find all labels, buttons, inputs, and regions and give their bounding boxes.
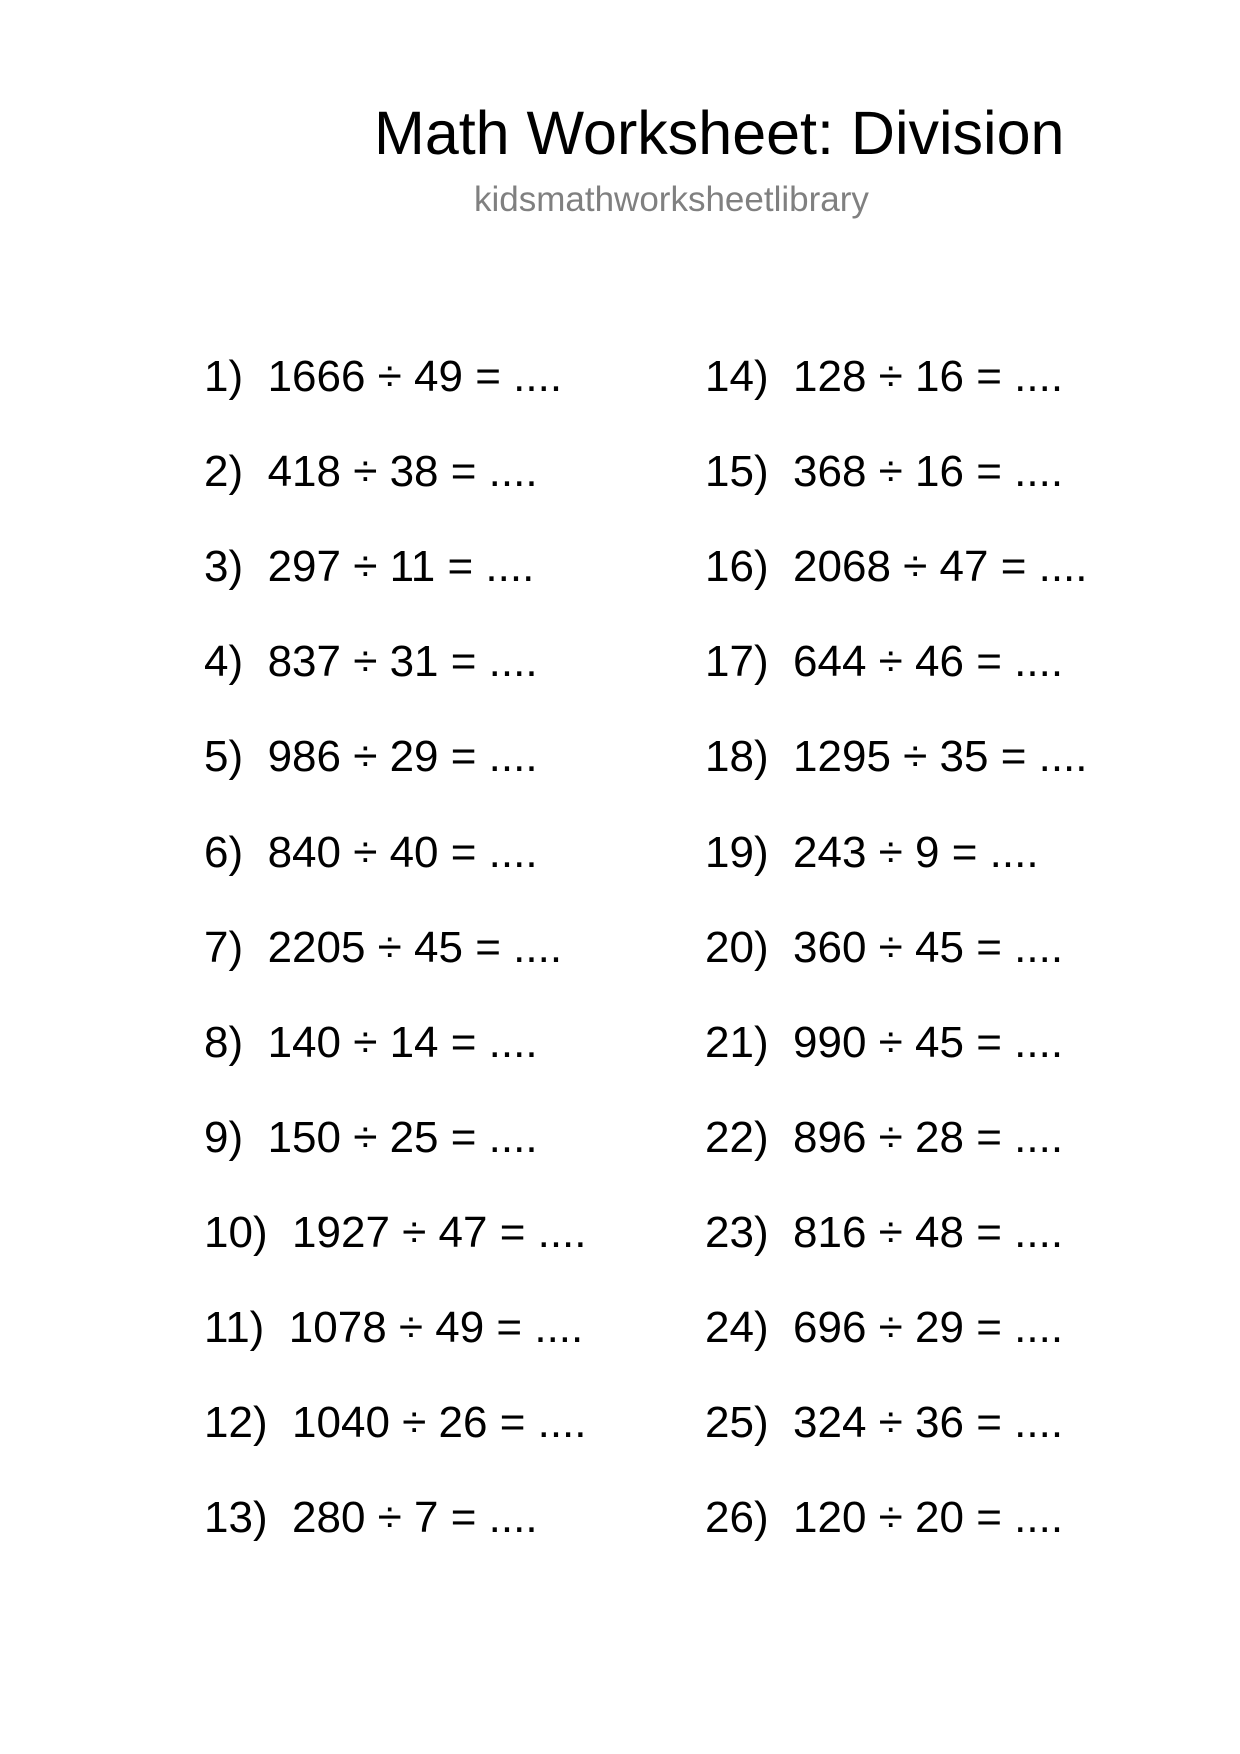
problem-8: 8) 140 ÷ 14 = .... <box>204 1018 538 1067</box>
problem-2: 2) 418 ÷ 38 = .... <box>204 447 538 496</box>
problem-20: 20) 360 ÷ 45 = .... <box>705 923 1064 972</box>
problem-1: 1) 1666 ÷ 49 = .... <box>204 352 563 401</box>
problem-24: 24) 696 ÷ 29 = .... <box>705 1303 1064 1352</box>
problem-26: 26) 120 ÷ 20 = .... <box>705 1493 1064 1542</box>
worksheet-title: Math Worksheet: Division <box>374 99 1065 167</box>
problem-10: 10) 1927 ÷ 47 = .... <box>204 1208 587 1257</box>
problem-19: 19) 243 ÷ 9 = .... <box>705 828 1039 877</box>
problem-16: 16) 2068 ÷ 47 = .... <box>705 542 1088 591</box>
problem-23: 23) 816 ÷ 48 = .... <box>705 1208 1064 1257</box>
problem-22: 22) 896 ÷ 28 = .... <box>705 1113 1064 1162</box>
problem-17: 17) 644 ÷ 46 = .... <box>705 637 1064 686</box>
problem-13: 13) 280 ÷ 7 = .... <box>204 1493 538 1542</box>
problem-15: 15) 368 ÷ 16 = .... <box>705 447 1064 496</box>
problem-9: 9) 150 ÷ 25 = .... <box>204 1113 538 1162</box>
problem-21: 21) 990 ÷ 45 = .... <box>705 1018 1064 1067</box>
worksheet-source: kidsmathworksheetlibrary <box>474 180 869 219</box>
problem-6: 6) 840 ÷ 40 = .... <box>204 828 538 877</box>
problem-25: 25) 324 ÷ 36 = .... <box>705 1398 1064 1447</box>
problem-11: 11) 1078 ÷ 49 = .... <box>204 1303 584 1352</box>
problem-18: 18) 1295 ÷ 35 = .... <box>705 732 1088 781</box>
problem-4: 4) 837 ÷ 31 = .... <box>204 637 538 686</box>
problem-5: 5) 986 ÷ 29 = .... <box>204 732 538 781</box>
problem-12: 12) 1040 ÷ 26 = .... <box>204 1398 587 1447</box>
problem-14: 14) 128 ÷ 16 = .... <box>705 352 1064 401</box>
problem-3: 3) 297 ÷ 11 = .... <box>204 542 535 591</box>
problem-7: 7) 2205 ÷ 45 = .... <box>204 923 563 972</box>
